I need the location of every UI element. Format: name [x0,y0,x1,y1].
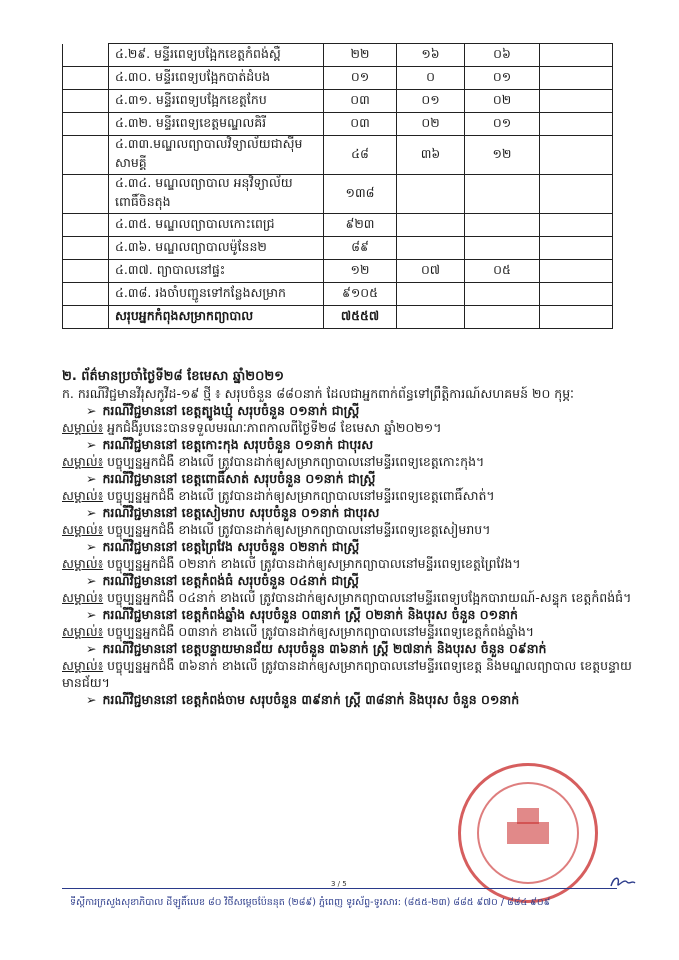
row-spacer [63,175,109,214]
arrow-bullet-icon: ➢ [86,641,97,656]
male-count [397,237,465,260]
cases-table [62,43,613,329]
case-note [62,419,642,436]
extra-cell [540,90,613,113]
table-row [63,175,613,214]
extra-cell [540,237,613,260]
extra-cell [540,283,613,306]
case-note [62,589,642,606]
facility-name: ៤.៣៦. មណ្ឌលព្យាបាលម៉ូនែន២ [109,237,324,260]
case-heading: ករណីវិជ្ជមាននៅ ខេត្តត្បូងឃ្មុំ សរុបចំនួន ០១នាក់ ជាស្ត្រី [102,403,360,418]
note-label: សម្គាល់៖ [62,522,104,537]
row-spacer [63,44,109,67]
note-label: សម្គាល់៖ [62,454,104,469]
table-row [63,90,613,113]
extra-cell [540,44,613,67]
male-count: ០១ [397,90,465,113]
total-count: ៩២៣ [324,214,397,237]
male-count: ៣៦ [397,136,465,175]
note-text: បច្ចុប្បន្នអ្នកជំងឺ ខាងលើ ត្រូវបានដាក់ឲ្យសម្រាកព្យាបាលនៅមន្ទីរពេទ្យខេត្តសៀមរាប។ [103,522,491,537]
female-count: ០៥ [465,260,540,283]
male-count [397,214,465,237]
note-label: សម្គាល់៖ [62,556,104,571]
official-stamp [458,763,598,903]
female-count: ០១ [465,67,540,90]
female-count: ០៦ [465,44,540,67]
row-spacer [63,90,109,113]
case-heading: ករណីវិជ្ជមាននៅ ខេត្តពោធិ៍សាត់ សរុបចំនួន ០១នាក់ ជាស្ត្រី [102,471,376,486]
extra-cell [540,214,613,237]
section-intro: ក. ករណីវិជ្ជមានវីរុសកូវីដ-១៩ ថ្មី ៖ សរុបចំនួន ៨៨០នាក់ ដែលជាអ្នកពាក់ព័ន្ធទៅព្រឹត្តិការណ៍សហគមន៍ ២០ កុម្ភៈ [62,386,574,401]
row-spacer [63,113,109,136]
case-bullet [62,504,642,521]
case-note [62,487,642,504]
table-row [63,44,613,67]
page-number: 3 / 5 [331,880,347,888]
note-text: អ្នកជំងឺរូបនេះបានទទួលមរណៈភាពកាលពីថ្ងៃទី២៨ ខែមេសា ឆ្នាំ២០២១។ [103,420,442,435]
facility-name: ៤.២៩. មន្ទីរពេទ្យបង្អែកខេត្តកំពង់ស្ពឺ [109,44,324,67]
case-note [62,555,642,572]
arrow-bullet-icon: ➢ [86,437,97,452]
table-row [63,214,613,237]
empty-cell [465,306,540,329]
note-label: សម្គាល់៖ [62,658,104,673]
facility-name: ៤.៣៨. រងចាំបញ្ជូនទៅកន្លែងសម្រាក [109,283,324,306]
facility-name: ៤.៣០. មន្ទីរពេទ្យបង្អែកបាត់ដំបង [109,67,324,90]
table-row [63,136,613,175]
female-count [465,214,540,237]
total-label: សរុបអ្នកកំពុងសម្រាកព្យាបាល [109,306,324,329]
case-bullet [62,470,642,487]
female-count [465,175,540,214]
table-row [63,113,613,136]
facility-name: ៤.៣២. មន្ទីរពេទ្យខេត្តមណ្ឌលគិរី [109,113,324,136]
case-heading: ករណីវិជ្ជមាននៅ ខេត្តកំពង់ឆ្នាំង សរុបចំនួន ០៣នាក់ ស្ត្រី ០២នាក់ និងបុរស ចំនួន ០១នាក់ [102,607,518,622]
row-spacer [63,283,109,306]
female-count [465,237,540,260]
facility-name: ៤.៣៣.មណ្ឌលព្យាបាលវិទ្យាល័យជាស៊ីម សាមគ្គី [109,136,324,175]
facility-name: ៤.៣៧. ព្យាបាលនៅផ្ទះ [109,260,324,283]
row-spacer [63,306,109,329]
table-total-row [63,306,613,329]
daily-report-section [62,368,642,708]
total-count: ០១ [324,67,397,90]
empty-cell [397,306,465,329]
female-count: ១២ [465,136,540,175]
table-row [63,237,613,260]
total-count: ១៣៨ [324,175,397,214]
total-count: ៩១០៥ [324,283,397,306]
case-heading: ករណីវិជ្ជមាននៅ ខេត្តបន្ទាយមានជ័យ សរុបចំនួន ៣៦នាក់ ស្ត្រី ២៧នាក់ និងបុរស ចំនួន ០៩នាក់ [102,641,547,656]
row-spacer [63,214,109,237]
case-items [62,402,642,708]
row-spacer [63,237,109,260]
note-text: បច្ចុប្បន្នអ្នកជំងឺ ៣៦នាក់ ខាងលើ ត្រូវបានដាក់ឲ្យសម្រាកព្យាបាលនៅមន្ទីរពេទ្យខេត្ត និងមណ្ឌលព្យាបាល ខេត្តបន្ទាយមានជ័យ។ [62,658,632,690]
note-label: សម្គាល់៖ [62,488,104,503]
arrow-bullet-icon: ➢ [86,505,97,520]
case-note [62,521,642,538]
signature-icon [608,872,638,892]
note-label: សម្គាល់៖ [62,420,104,435]
total-count: ៨៩ [324,237,397,260]
total-count: ២២ [324,44,397,67]
male-count: ០ [397,67,465,90]
extra-cell [540,175,613,214]
case-heading: ករណីវិជ្ជមាននៅ ខេត្តកំពង់ធំ សរុបចំនួន ០៤នាក់ ជាស្ត្រី [102,573,359,588]
arrow-bullet-icon: ➢ [86,607,97,622]
arrow-bullet-icon: ➢ [86,471,97,486]
male-count [397,283,465,306]
case-note [62,453,642,470]
footer-divider [62,888,617,889]
arrow-bullet-icon: ➢ [86,573,97,588]
note-label: សម្គាល់៖ [62,624,104,639]
case-bullet [62,606,642,623]
extra-cell [540,67,613,90]
case-heading: ករណីវិជ្ជមាននៅ ខេត្តកំពង់ចាម សរុបចំនួន ៣៩នាក់ ស្ត្រី ៣៨នាក់ និងបុរស ចំនួន ០១នាក់ [102,692,520,707]
male-count: ០៧ [397,260,465,283]
case-bullet [62,402,642,419]
male-count: ០២ [397,113,465,136]
section-title: ២. ព័ត៌មានប្រចាំថ្ងៃទី២៨ ខែមេសា ឆ្នាំ២០២១ [62,369,285,384]
case-heading: ករណីវិជ្ជមាននៅ ខេត្តសៀមរាប សរុបចំនួន ០១នាក់ ជាបុរស [102,505,380,520]
case-bullet [62,436,642,453]
female-count: ០២ [465,90,540,113]
case-note [62,657,642,691]
case-heading: ករណីវិជ្ជមាននៅ ខេត្តព្រៃវែង សរុបចំនួន ០២នាក់ ជាស្ត្រី [102,539,360,554]
case-bullet [62,640,642,657]
table-row [63,283,613,306]
total-count: ៤៨ [324,136,397,175]
table-row [63,260,613,283]
facility-name: ៤.៣១. មន្ទីរពេទ្យបង្អែកខេត្តកែប [109,90,324,113]
extra-cell [540,113,613,136]
empty-cell [540,306,613,329]
total-value: ៧៥៥៧ [324,306,397,329]
total-count: ១២ [324,260,397,283]
note-text: បច្ចុប្បន្នអ្នកជំងឺ ០៤នាក់ ខាងលើ ត្រូវបានដាក់ឲ្យសម្រាកព្យាបាលនៅមន្ទីរពេទ្យបង្អែកបារាយណ៍-សន្ទុក ខេត្តកំពង់ធំ។ [103,590,632,605]
total-count: ០៣ [324,113,397,136]
case-bullet [62,572,642,589]
total-count: ០៣ [324,90,397,113]
male-count [397,175,465,214]
case-heading: ករណីវិជ្ជមាននៅ ខេត្តកោះកុង សរុបចំនួន ០១នាក់ ជាបុរស [102,437,374,452]
note-text: បច្ចុប្បន្នអ្នកជំងឺ ០៣នាក់ ខាងលើ ត្រូវបានដាក់ឲ្យសម្រាកព្យាបាលនៅមន្ទីរពេទ្យខេត្តកំពង់ឆ្នាំង។ [103,624,535,639]
arrow-bullet-icon: ➢ [86,692,97,707]
arrow-bullet-icon: ➢ [86,539,97,554]
temple-emblem-icon [499,802,557,860]
extra-cell [540,136,613,175]
female-count: ០១ [465,113,540,136]
facility-name: ៤.៣៥. មណ្ឌលព្យាបាលកោះពេជ្រ [109,214,324,237]
female-count [465,283,540,306]
note-text: បច្ចុប្បន្នអ្នកជំងឺ ០២នាក់ ខាងលើ ត្រូវបានដាក់ឲ្យសម្រាកព្យាបាលនៅមន្ទីរពេទ្យខេត្តព្រៃវែង។ [103,556,521,571]
row-spacer [63,67,109,90]
table-row [63,67,613,90]
male-count: ១៦ [397,44,465,67]
case-bullet [62,691,642,708]
note-text: បច្ចុប្បន្នអ្នកជំងឺ ខាងលើ ត្រូវបានដាក់ឲ្យសម្រាកព្យាបាលនៅមន្ទីរពេទ្យខេត្តកោះកុង។ [103,454,485,469]
table-body [63,44,613,329]
footer-address: ទីស្ដីការក្រសួងសុខាភិបាល ដីឡូតិ៍លេខ ៨០ វិថីសម្ដេចប៉ែននុត (២៨៩) ភ្នំពេញ ទូរស័ព្ទ-ទូរសារ: (៨៥៥-២៣) ៨៨៥ ៩៧០ / ៨៨៤ ៩០៩ [70,897,551,908]
extra-cell [540,260,613,283]
note-text: បច្ចុប្បន្នអ្នកជំងឺ ខាងលើ ត្រូវបានដាក់ឲ្យសម្រាកព្យាបាលនៅមន្ទីរពេទ្យខេត្តពោធិ៍សាត់។ [103,488,495,503]
case-bullet [62,538,642,555]
row-spacer [63,136,109,175]
case-note [62,623,642,640]
note-label: សម្គាល់៖ [62,590,104,605]
facility-name: ៤.៣៤. មណ្ឌលព្យាបាល អនុវិទ្យាល័យពោធិ៍ចិនតុង [109,175,324,214]
row-spacer [63,260,109,283]
arrow-bullet-icon: ➢ [86,403,97,418]
